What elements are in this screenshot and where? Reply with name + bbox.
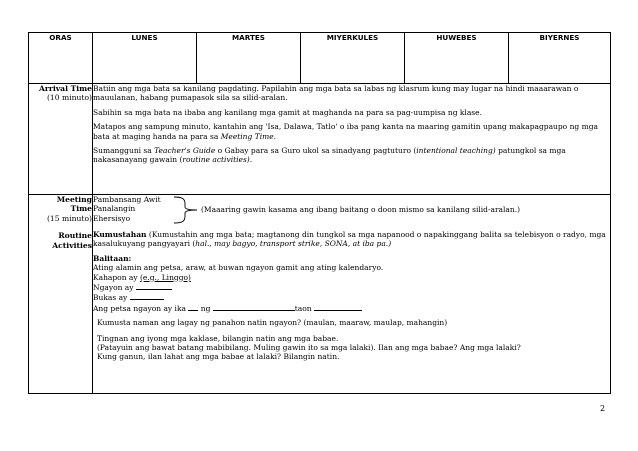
col-header-oras: ORAS (29, 33, 93, 84)
col-header-martes: MARTES (197, 33, 301, 84)
arrival-p4-a: Sumangguni sa (93, 146, 155, 156)
col-header-miyerkules: MIYERKULES (301, 33, 405, 84)
arrival-p4-b: Teacher's Guide (154, 146, 216, 156)
balitaan-line-1: Ating alamin ang petsa, araw, at buwan ngayon gamit ang ating kalendaryo. (93, 263, 384, 273)
meeting-duration: (15 minuto) (46, 213, 92, 223)
panahon-paragraph: Kumusta naman ang lagay ng panahon natin ngayon? (maulan, maaraw, maulap, mahangin) (97, 318, 448, 328)
meeting-row (29, 195, 611, 394)
kumustahan-paragraph (93, 230, 610, 249)
ngayon-text: Ngayon ay (93, 283, 134, 293)
bilang-line-3: Kung ganun, ilan lahat ang mga babae at lalaki? Bilangin natin. (97, 352, 340, 362)
bilang-line-2: (Patayuin ang bawat batang mabibilang. Muling gawin ito sa mga lalaki). Ilan ang mga babae? Ang mga lalaki? (97, 343, 521, 353)
bukas-text: Bukas ay (93, 293, 128, 303)
arrival-row (29, 84, 611, 195)
arrival-paragraph-1: Batiin ang mga bata sa kanilang pagdating. Papilahin ang mga bata sa labas ng klasrum kung may lugar na hindi maaarawan o mauulanan, habang pumapasok sila sa silid-aralan. (93, 84, 579, 103)
routine-brace-note: (Maaaring gawin kasama ang ibang baitang o doon mismo sa kanilang silid-aralan.) (201, 205, 521, 214)
arrival-paragraph-4 (93, 146, 610, 165)
meeting-label-1: Meeting (56, 195, 92, 204)
arrival-p4-c: o Gabay para sa Guro ukol sa sinadyang pagtuturo ( (215, 146, 417, 156)
kumustahan-text: (Kumustahin ang mga bata; magtanong din tungkol sa mga napanood o napakinggang balita sa telebisyon o radyo, mga kasalukuyang pangyayari ( (93, 230, 606, 249)
kumustahan-title: Kumustahan (93, 230, 147, 239)
routine-label-2: Activities (52, 240, 92, 250)
meeting-time-cell (29, 195, 93, 394)
routine-item-prayer: Panalangin (93, 204, 136, 214)
schedule-table (28, 32, 611, 394)
petsa-day-blank (188, 303, 198, 311)
petsa-text-b: ng (200, 303, 211, 313)
petsa-text-a: Ang petsa ngayon ay ika (93, 303, 186, 313)
opening-routine-list (93, 195, 610, 225)
col-header-huwebes: HUWEBES (405, 33, 509, 84)
arrival-time-cell (29, 84, 93, 195)
header-row (29, 33, 611, 84)
arrival-p4-d: intentional teaching) (416, 146, 496, 156)
col-header-lunes: LUNES (93, 33, 197, 84)
bilang-line-1: Tingnan ang iyong mga kaklase, bilangin natin ang mga babae. (97, 333, 339, 343)
arrival-p3-emphasis: Meeting Time. (220, 131, 277, 141)
arrival-paragraph-2: Sabihin sa mga bata na ibaba ang kanilang mga gamit at maghanda na para sa pag-uumpisa ng klase. (93, 107, 482, 117)
routine-label-1: Routine (58, 231, 92, 241)
arrival-paragraph-3 (93, 122, 610, 141)
ngayon-blank (136, 282, 172, 290)
balitaan-line-4 (93, 292, 610, 302)
bilang-section (93, 334, 610, 362)
kahapon-text: Kahapon ay (93, 272, 140, 282)
col-header-biyernes: BIYERNES (509, 33, 611, 84)
page-number: 2 (600, 404, 606, 413)
petsa-month-blank (213, 303, 295, 311)
bukas-blank (130, 292, 164, 300)
meeting-label-2: Time (70, 204, 92, 214)
routine-item-anthem: Pambansang Awit (93, 195, 161, 204)
petsa-text-c: taon (294, 303, 312, 313)
routine-item-exercise: Ehersisyo (93, 213, 131, 223)
curly-brace-icon (173, 195, 199, 225)
balitaan-section (93, 254, 610, 313)
petsa-year-blank (314, 303, 362, 311)
kumustahan-examples: hal., may bagyo, transport strike, SONA, at iba pa.) (195, 239, 392, 249)
balitaan-line-2 (93, 273, 610, 282)
balitaan-line-5 (93, 303, 610, 313)
meeting-instructions (93, 195, 611, 394)
arrival-instructions (93, 84, 611, 195)
arrival-p4-e: patungkol sa mga nakasanayang gawain ( (93, 146, 566, 165)
balitaan-title: Balitaan: (93, 253, 132, 263)
arrival-p4-f: routine activities). (182, 155, 253, 165)
arrival-duration: (10 minuto) (46, 93, 92, 103)
arrival-label: Arrival Time (38, 84, 92, 93)
arrival-p3-text: Matapos ang sampung minuto, kantahin ang 'Isa, Dalawa, Tatlo' o iba pang kanta na maaring gamitin upang makapagpaupo ng mga bata at maging handa na para sa (93, 122, 598, 141)
kahapon-example: (e.g., Linggo) (140, 272, 191, 282)
balitaan-line-3 (93, 282, 610, 292)
